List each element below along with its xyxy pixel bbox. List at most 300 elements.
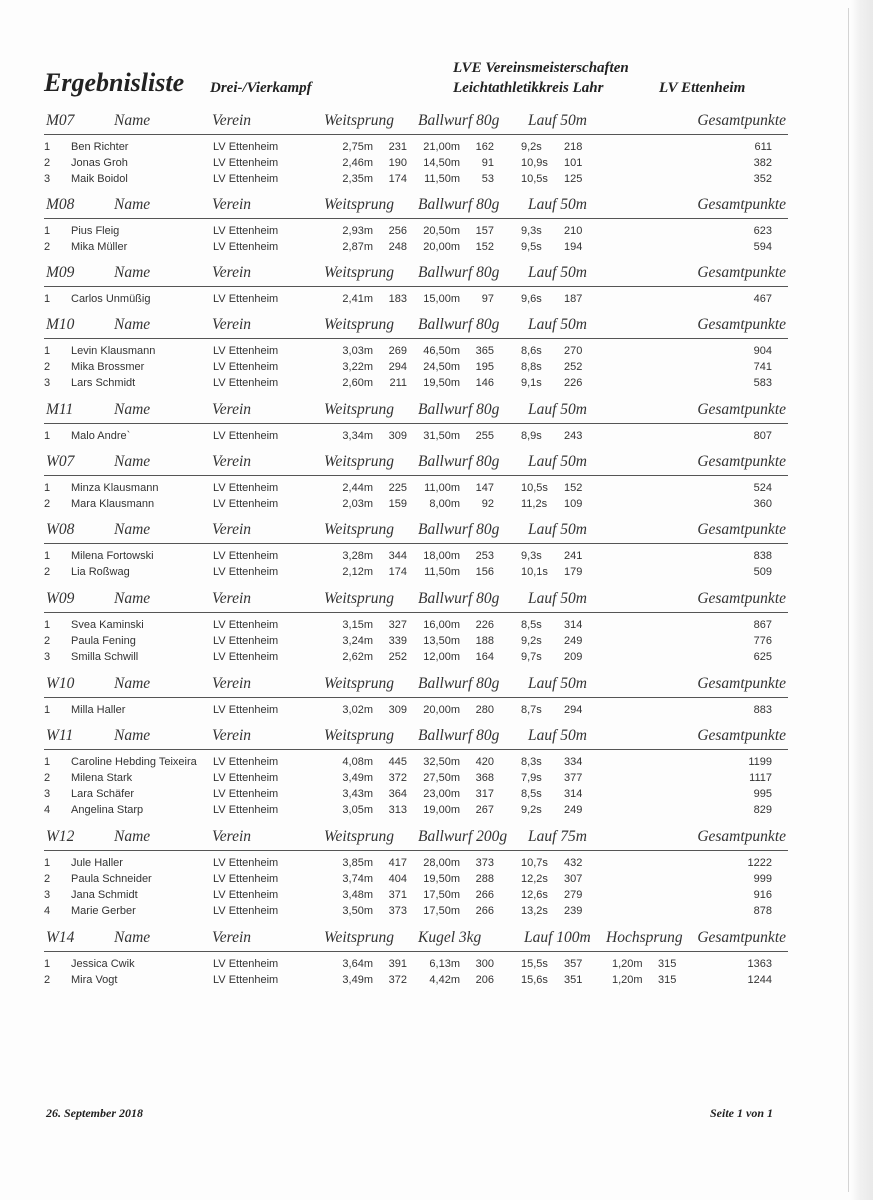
total-points-header: Gesamtpunkte [697,112,786,129]
athlete-name: Milla Haller [71,704,126,716]
rank: 2 [44,772,51,784]
event-result: 2,03m [342,498,373,510]
class-label: M07 [46,112,75,129]
event-header: Lauf 50m [528,401,587,418]
club-column-header: Verein [212,521,252,538]
section-results [44,750,788,824]
class-label: M10 [46,316,75,333]
event-result: 3,64m [342,958,373,970]
event-header: Weitsprung [324,929,395,946]
event-points: 344 [388,550,407,562]
result-row [44,889,788,905]
section-results [44,135,788,193]
event-result: 2,75m [342,141,373,153]
athlete-club: LV Ettenheim [213,157,279,169]
rank: 1 [44,704,51,716]
total-points-header: Gesamtpunkte [697,196,786,213]
result-row [44,498,788,514]
event-header: Lauf 50m [528,453,587,470]
event-points: 373 [475,857,494,869]
result-row [44,958,788,974]
club-column-header: Verein [212,264,252,281]
total-points: 467 [753,293,772,305]
event-points: 373 [388,905,407,917]
event-points: 372 [388,772,407,784]
total-points: 867 [753,619,772,631]
section-results [44,476,788,518]
event-result: 15,5s [521,958,548,970]
result-row [44,550,788,566]
rank: 2 [44,873,51,885]
section-w07 [44,451,788,518]
event-result: 8,00m [429,498,460,510]
section-results [44,339,788,397]
athlete-name: Caroline Hebding Teixeira [71,756,197,768]
event-result: 2,93m [342,225,373,237]
event-result: 10,5s [521,173,548,185]
rank: 1 [44,619,51,631]
event-result: 9,6s [521,293,542,305]
event-points: 249 [564,804,583,816]
event-points: 372 [388,974,407,986]
event-result: 15,00m [423,293,460,305]
section-m11 [44,399,788,450]
event-header: Ballwurf 80g [418,453,500,470]
event-points: 417 [388,857,407,869]
event-points: 315 [658,958,677,970]
result-row [44,804,788,820]
name-column-header: Name [114,727,151,744]
event-points: 334 [564,756,583,768]
event-result: 11,00m [424,482,460,494]
result-row [44,619,788,635]
total-points: 1244 [747,974,772,986]
event-result: 12,2s [521,873,548,885]
section-header [44,673,788,698]
result-row [44,772,788,788]
event-header: Hochsprung [606,929,683,946]
class-label: W07 [46,453,75,470]
event-result: 3,49m [342,974,373,986]
organizer-line-2: Leichtathletikkreis Lahr [453,80,604,96]
athlete-club: LV Ettenheim [213,651,279,663]
club-column-header: Verein [212,316,252,333]
event-header: Ballwurf 80g [418,264,500,281]
athlete-club: LV Ettenheim [213,430,279,442]
rank: 1 [44,857,51,869]
event-points: 101 [564,157,583,169]
total-points: 741 [753,361,772,373]
event-points: 187 [564,293,583,305]
total-points: 623 [753,225,772,237]
total-points: 883 [753,704,772,716]
event-points: 253 [475,550,494,562]
event-header: Weitsprung [324,264,395,281]
total-points: 352 [753,173,772,185]
athlete-name: Jule Haller [71,857,123,869]
event-points: 162 [475,141,494,153]
event-points: 315 [658,974,677,986]
event-points: 218 [564,141,583,153]
event-points: 252 [388,651,407,663]
club-column-header: Verein [212,929,252,946]
total-points: 807 [753,430,772,442]
event-result: 8,5s [521,619,542,631]
event-header: Weitsprung [324,453,395,470]
event-result: 3,49m [342,772,373,784]
athlete-club: LV Ettenheim [213,225,279,237]
athlete-name: Carlos Unmüßig [71,293,151,305]
event-result: 20,50m [423,225,460,237]
name-column-header: Name [114,264,151,281]
athlete-club: LV Ettenheim [213,974,279,986]
event-points: 252 [564,361,583,373]
athlete-club: LV Ettenheim [213,173,279,185]
event-header: Lauf 50m [528,521,587,538]
event-result: 8,3s [521,756,542,768]
athlete-name: Jonas Groh [71,157,128,169]
total-points: 995 [753,788,772,800]
event-result: 27,50m [423,772,460,784]
athlete-name: Malo Andre` [71,430,131,442]
event-header: Weitsprung [324,727,395,744]
result-row [44,430,788,446]
athlete-club: LV Ettenheim [213,141,279,153]
rank: 3 [44,889,51,901]
event-points: 432 [564,857,583,869]
section-m10 [44,314,788,397]
event-header: Weitsprung [324,196,395,213]
event-points: 179 [564,566,583,578]
total-points: 1199 [748,756,772,768]
athlete-name: Lara Schäfer [71,788,134,800]
section-results [44,287,788,313]
class-label: M09 [46,264,75,281]
event-result: 3,50m [342,905,373,917]
event-points: 314 [564,788,583,800]
event-points: 420 [475,756,494,768]
rank: 2 [44,566,51,578]
event-points: 206 [475,974,494,986]
event-points: 300 [475,958,494,970]
result-row [44,345,788,361]
event-points: 269 [388,345,407,357]
event-header: Weitsprung [324,112,395,129]
event-result: 3,24m [342,635,373,647]
document-title: Ergebnisliste [44,68,185,97]
total-points: 829 [753,804,772,816]
event-result: 3,02m [342,704,373,716]
rank: 2 [44,974,51,986]
name-column-header: Name [114,929,151,946]
event-points: 364 [388,788,407,800]
event-points: 256 [388,225,407,237]
event-result: 7,9s [521,772,542,784]
event-points: 266 [475,905,494,917]
total-points: 776 [753,635,772,647]
rank: 2 [44,241,51,253]
event-header: Lauf 50m [528,727,587,744]
event-points: 314 [564,619,583,631]
event-result: 13,2s [521,905,548,917]
event-header: Ballwurf 80g [418,675,500,692]
athlete-club: LV Ettenheim [213,566,279,578]
section-results [44,544,788,586]
athlete-club: LV Ettenheim [213,857,279,869]
result-row [44,482,788,498]
club-column-header: Verein [212,727,252,744]
event-result: 11,50m [424,173,460,185]
event-points: 159 [388,498,407,510]
event-points: 146 [475,377,494,389]
event-points: 280 [475,704,494,716]
rank: 2 [44,498,51,510]
athlete-club: LV Ettenheim [213,498,279,510]
athlete-name: Lia Roßwag [71,566,130,578]
section-w14 [44,927,788,994]
total-points-header: Gesamtpunkte [697,401,786,418]
event-header: Lauf 100m [524,929,591,946]
event-points: 404 [388,873,407,885]
section-header [44,314,788,339]
result-row [44,704,788,720]
event-points: 210 [564,225,583,237]
section-header [44,927,788,952]
event-header: Ballwurf 200g [418,828,508,845]
event-points: 377 [564,772,583,784]
result-row [44,566,788,582]
total-points-header: Gesamtpunkte [697,675,786,692]
event-result: 9,2s [521,635,542,647]
event-points: 174 [388,566,407,578]
event-header: Lauf 50m [528,590,587,607]
event-points: 241 [564,550,583,562]
event-result: 14,50m [423,157,460,169]
event-points: 147 [475,482,494,494]
total-points: 838 [753,550,772,562]
event-result: 23,00m [423,788,460,800]
event-result: 10,5s [521,482,548,494]
athlete-club: LV Ettenheim [213,482,279,494]
event-result: 2,46m [342,157,373,169]
athlete-club: LV Ettenheim [213,905,279,917]
event-points: 313 [388,804,407,816]
athlete-club: LV Ettenheim [213,361,279,373]
event-header: Weitsprung [324,828,395,845]
total-points: 1117 [749,772,772,784]
event-points: 267 [475,804,494,816]
event-result: 3,05m [342,804,373,816]
section-w09 [44,588,788,671]
event-points: 288 [475,873,494,885]
total-points: 625 [753,651,772,663]
name-column-header: Name [114,828,151,845]
event-result: 2,35m [342,173,373,185]
event-header: Lauf 50m [528,112,587,129]
class-label: W08 [46,521,75,538]
event-result: 9,1s [521,377,542,389]
event-points: 309 [388,430,407,442]
section-w11 [44,725,788,824]
total-points-header: Gesamtpunkte [697,453,786,470]
event-points: 327 [388,619,407,631]
total-points: 360 [753,498,772,510]
total-points: 594 [753,241,772,253]
rank: 1 [44,550,51,562]
section-w12 [44,826,788,925]
event-result: 19,00m [423,804,460,816]
name-column-header: Name [114,453,151,470]
rank: 1 [44,225,51,237]
event-result: 9,2s [521,141,542,153]
event-points: 239 [564,905,583,917]
total-points-header: Gesamtpunkte [697,727,786,744]
section-results [44,698,788,724]
event-result: 24,50m [423,361,460,373]
event-points: 183 [388,293,407,305]
total-points: 1222 [747,857,772,869]
result-row [44,241,788,257]
event-points: 226 [475,619,494,631]
event-result: 10,9s [521,157,548,169]
section-header [44,519,788,544]
event-points: 164 [475,651,494,663]
athlete-club: LV Ettenheim [213,619,279,631]
section-header [44,451,788,476]
rank: 3 [44,788,51,800]
scan-edge-line [848,8,849,1192]
total-points: 524 [753,482,772,494]
section-header [44,262,788,287]
athlete-club: LV Ettenheim [213,550,279,562]
event-result: 17,50m [423,889,460,901]
total-points-header: Gesamtpunkte [697,264,786,281]
event-result: 3,34m [342,430,373,442]
athlete-club: LV Ettenheim [213,788,279,800]
event-result: 11,50m [424,566,460,578]
section-header [44,399,788,424]
rank: 3 [44,651,51,663]
section-results [44,613,788,671]
name-column-header: Name [114,401,151,418]
rank: 1 [44,345,51,357]
athlete-name: Milena Stark [71,772,133,784]
event-result: 11,2s [521,498,548,510]
organizer-line-1: LVE Vereinsmeisterschaften [453,60,629,76]
club-column-header: Verein [212,828,252,845]
event-points: 371 [388,889,407,901]
event-result: 9,7s [521,651,542,663]
total-points: 382 [753,157,772,169]
event-result: 2,87m [342,241,373,253]
result-row [44,635,788,651]
event-points: 249 [564,635,583,647]
event-result: 8,5s [521,788,542,800]
section-results [44,424,788,450]
section-w08 [44,519,788,586]
event-header: Lauf 50m [528,316,587,333]
athlete-name: Minza Klausmann [71,482,159,494]
event-points: 445 [388,756,407,768]
event-header: Weitsprung [324,675,395,692]
club-column-header: Verein [212,112,252,129]
event-points: 92 [481,498,494,510]
event-points: 309 [388,704,407,716]
event-result: 6,13m [429,958,460,970]
event-result: 9,2s [521,804,542,816]
athlete-club: LV Ettenheim [213,377,279,389]
event-header: Lauf 50m [528,264,587,281]
event-points: 270 [564,345,583,357]
rank: 2 [44,361,51,373]
result-row [44,293,788,309]
class-label: W11 [46,727,74,744]
rank: 1 [44,293,51,305]
event-result: 2,62m [342,651,373,663]
event-result: 12,6s [521,889,548,901]
name-column-header: Name [114,590,151,607]
result-row [44,857,788,873]
total-points: 611 [754,141,772,153]
event-points: 391 [388,958,407,970]
total-points-header: Gesamtpunkte [697,929,786,946]
athlete-club: LV Ettenheim [213,889,279,901]
event-header: Ballwurf 80g [418,401,500,418]
total-points-header: Gesamtpunkte [697,521,786,538]
event-result: 4,08m [342,756,373,768]
event-points: 152 [564,482,583,494]
event-result: 10,7s [521,857,548,869]
name-column-header: Name [114,521,151,538]
athlete-club: LV Ettenheim [213,873,279,885]
event-points: 91 [481,157,494,169]
event-points: 339 [388,635,407,647]
rank: 4 [44,804,51,816]
organizer-club: LV Ettenheim [659,80,746,96]
event-result: 2,44m [342,482,373,494]
event-result: 2,41m [342,293,373,305]
athlete-club: LV Ettenheim [213,704,279,716]
result-row [44,157,788,173]
footer-date: 26. September 2018 [46,1106,143,1120]
club-column-header: Verein [212,401,252,418]
event-points: 157 [475,225,494,237]
club-column-header: Verein [212,675,252,692]
section-results [44,219,788,261]
athlete-name: Paula Schneider [71,873,152,885]
athlete-club: LV Ettenheim [213,958,279,970]
athlete-name: Angelina Starp [71,804,144,816]
event-points: 255 [475,430,494,442]
section-header [44,588,788,613]
total-points: 878 [753,905,772,917]
event-result: 28,00m [423,857,460,869]
event-points: 294 [564,704,583,716]
result-row [44,788,788,804]
event-result: 10,1s [521,566,548,578]
event-points: 156 [475,566,494,578]
event-result: 15,6s [521,974,548,986]
event-result: 1,20m [612,958,643,970]
event-result: 19,50m [423,377,460,389]
result-row [44,225,788,241]
athlete-name: Mira Vogt [71,974,118,986]
result-row [44,377,788,393]
event-result: 31,50m [423,430,460,442]
event-result: 3,48m [342,889,373,901]
event-points: 195 [475,361,494,373]
event-result: 18,00m [423,550,460,562]
